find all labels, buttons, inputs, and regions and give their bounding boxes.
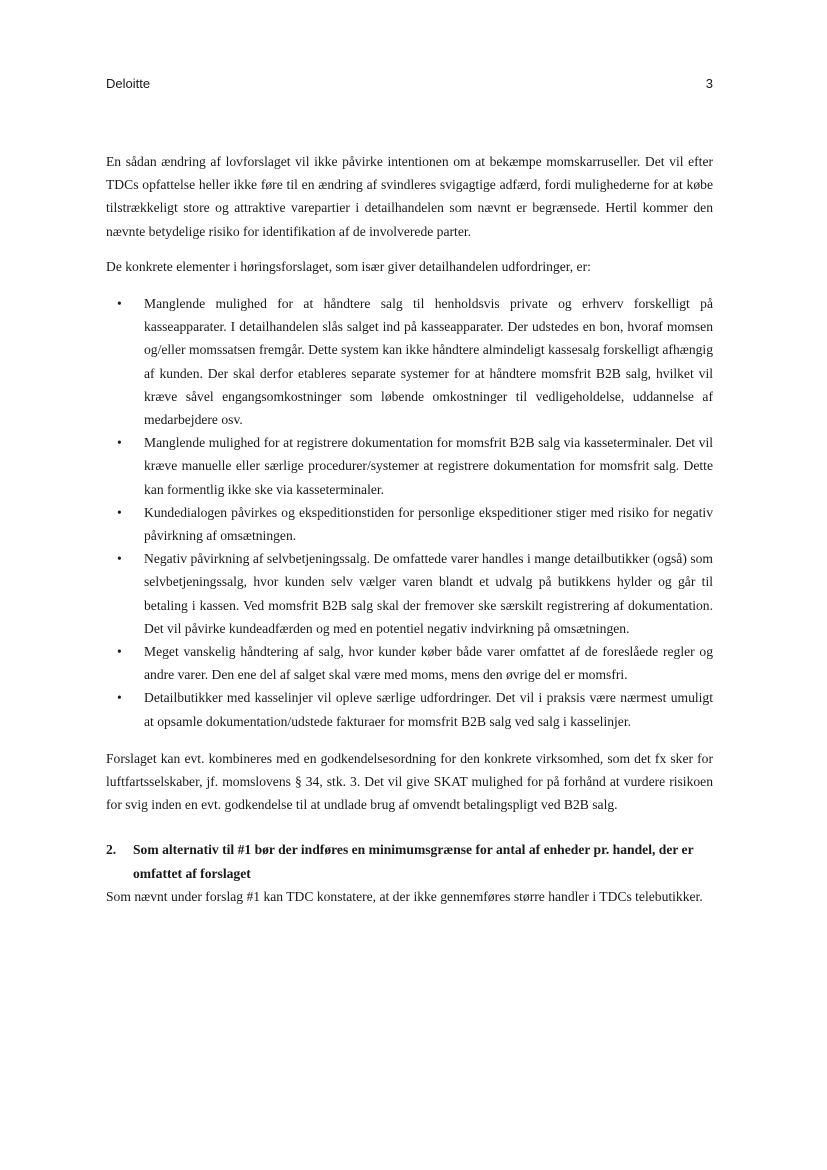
bullet-text: Manglende mulighed for at registrere dokumentation for momsfrit B2B salg via kasseterminaler. Det vil kræve manuelle eller særlige procedurer/systemer at registrere dokumentation for momsfrit salg. Dette kan formentlig ikke ske via kasseterminaler. [144, 435, 713, 497]
paragraph-1: En sådan ændring af lovforslaget vil ikke påvirke intentionen om at bekæmpe momskarruseller. Det vil efter TDCs opfattelse heller ikke føre til en ændring af svindleres svigagtige adfærd, fordi mulighederne for at købe tilstrækkeligt store og attraktive varepartier i detailhandelen som nævnt er begrænsede. Hertil kommer den nævnte betydelige risiko for identifikation af de involverede parter. [106, 154, 713, 239]
bullet-icon: • [117, 690, 122, 706]
paragraph-3: Forslaget kan evt. kombineres med en godkendelsesordning for den konkrete virksomhed, som det fx sker for luftfartsselskaber, jf. momslovens § 34, stk. 3. Det vil give SKAT mulighed for på forhånd at vurdere risikoen for svig inden en evt. godkendelse til at undlade brug af omvendt betalingspligt ved B2B salg. [106, 750, 713, 813]
bullet-list [106, 292, 713, 733]
bullet-icon: • [117, 644, 122, 660]
bullet-item [106, 640, 713, 686]
bullet-text: Kundedialogen påvirkes og ekspeditionstiden for personlige ekspeditioner stiger med risiko for negativ påvirkning af omsætningen. [144, 504, 713, 544]
bullet-text: Negativ påvirkning af selvbetjeningssalg. De omfattede varer handles i mange detailbutikker (også) som selvbetjeningssalg, hvor kunden selv vælger varen blandt et udvalg på butikkens hylder og går til betaling i kassen. Ved momsfrit B2B salg skal der fremover ske særskilt registrering af dokumentation. Det vil påvirke kundeadfærden og med en potentiel negativ indvirkning på omsætningen. [144, 551, 713, 636]
bullet-item [106, 547, 713, 640]
section-title: Som alternativ til #1 bør der indføres en minimumsgrænse for antal af enheder pr. handel, der er omfattet af forslaget [133, 842, 694, 881]
bullet-icon: • [117, 504, 122, 520]
section-heading [106, 838, 713, 884]
section-number: 2. [106, 842, 117, 858]
bullet-item [106, 501, 713, 547]
section-body: Som nævnt under forslag #1 kan TDC konstatere, at der ikke gennemføres større handler i TDCs telebutikker. [106, 888, 703, 904]
document-body [106, 150, 713, 908]
bullet-icon: • [117, 551, 122, 567]
bullet-item [106, 686, 713, 732]
bullet-icon: • [117, 296, 122, 312]
paragraph-2: De konkrete elementer i høringsforslaget, som især giver detailhandelen udfordringer, er: [106, 258, 591, 274]
bullet-text: Detailbutikker med kasselinjer vil opleve særlige udfordringer. Det vil i praksis være nærmest umuligt at opsamle dokumentation/udstede fakturaer for momsfrit B2B salg ved salg i kasselinjer. [144, 690, 713, 729]
page-header [106, 76, 713, 91]
bullet-text: Manglende mulighed for at håndtere salg til henholdsvis private og erhverv forskelligt på kasseapparater. I detailhandelen slås salget ind på kasseapparater. Der udstedes en bon, hvoraf momsen og/eller momssatsen fremgår. Dette system kan ikke håndtere almindeligt kassesalg forskelligt afhængig af kunden. Der skal derfor etableres separate systemer for at håndtere momsfrit B2B salg, hvilket vil kræve såvel engangsomkostninger som løbende omkostninger til vedligeholdelse, uddannelse af medarbejdere osv. [144, 296, 713, 428]
bullet-icon: • [117, 435, 122, 451]
page-number: 3 [705, 76, 713, 91]
company-name: Deloitte [106, 76, 151, 91]
bullet-item [106, 431, 713, 501]
bullet-item [106, 292, 713, 431]
bullet-text: Meget vanskelig håndtering af salg, hvor kunder køber både varer omfattet af de foreslåede regler og andre varer. Den ene del af salget skal være med moms, mens den øvrige del er momsfri. [144, 644, 713, 683]
